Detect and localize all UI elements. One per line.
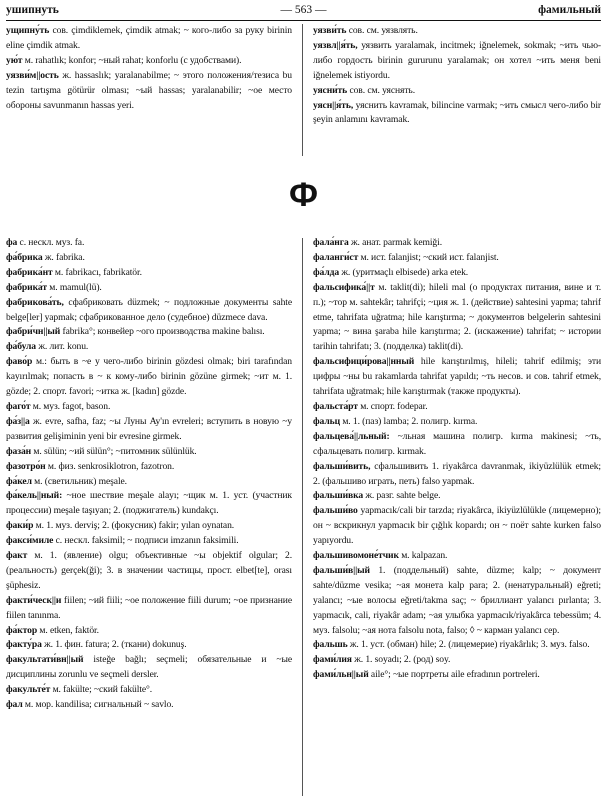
dictionary-entry — [313, 638, 601, 653]
dictionary-entry — [6, 236, 292, 251]
right-column — [313, 236, 601, 798]
headword: фазотро́н — [6, 460, 46, 472]
definition: ~ное шествие meşale alayı; ~щик м. 1. уст. (участник процессии) meşale taşıyan; 2. (поджигатель) kundakçı. — [6, 490, 292, 517]
dictionary-entry — [313, 504, 601, 549]
definition: ж. hassaslık; yaralanabilme; ~ этого положения/тезиса bu tezin tartışma götürür olması; ~ый hassas; yaralanabilir; ~ое место обороны savunmanın hassas yeri. — [6, 69, 292, 111]
headword: уясни́ть — [313, 84, 348, 96]
dictionary-entry — [313, 24, 601, 39]
headword: факти́ческ||и — [6, 594, 62, 606]
dictionary-entry — [6, 54, 292, 69]
definition: м. ист. falanjist; ~ский ист. falanjist. — [358, 251, 499, 263]
definition: м. 1. муз. derviş; 2. (фокусник) fakir; yılan oynatan. — [33, 520, 235, 532]
dictionary-entry — [6, 266, 292, 281]
definition: с. нескл. faksimil; ~ подписи imzanın faksimili. — [53, 535, 239, 547]
definition: сфабриковать düzmek; ~ подложные документы sahte belge[ler] yapmak; сфабрикованное дело (судебное) düzmece dava. — [6, 296, 292, 323]
definition: ж. 1. soyadı; 2. (род) soy. — [351, 654, 451, 666]
definition: ж. 1. фин. fatura; 2. (ткани) dokunuş. — [41, 639, 187, 651]
definition: hile karıştırılmış, hileli; tahrif edilmiş; эти цифры ~ны bu rakamlarda tahrifat yapıldı; ~ть несов. и сов. tahrif etmek, tahrifata uğratmak; hile karıştırmak (также продукты). — [313, 356, 601, 398]
headword: факульте́т — [6, 684, 51, 696]
dictionary-entry — [313, 281, 601, 356]
definition: isteğe bağlı; seçmeli; обязательные и ~ые дисциплины zorunlu ve seçmeli dersler. — [6, 654, 292, 681]
definition: м. kalpazan. — [398, 550, 448, 562]
dictionary-entry — [6, 400, 292, 415]
left-column — [6, 236, 292, 798]
headword: факт — [6, 550, 28, 562]
dictionary-entry — [6, 534, 292, 549]
headword: уязви́ть — [313, 25, 347, 36]
definition: ж. лит. konu. — [36, 341, 89, 353]
page-header — [6, 2, 601, 18]
definition: м. fakülte; ~ский fakülte°. — [50, 684, 153, 696]
dictionary-entry — [6, 475, 292, 490]
definition: ж. разг. sahte belge. — [363, 490, 441, 502]
section-letter: Ф — [288, 176, 319, 214]
dictionary-entry — [313, 489, 601, 504]
dictionary-entry — [6, 251, 292, 266]
definition: сов. см. уяснять. — [347, 84, 416, 96]
dictionary-entry — [313, 355, 601, 400]
dictionary-entry — [6, 340, 292, 355]
definition: 1. (поддельный) sahte, düzme; kalp; ~ документ sahte/düzme vesika; ~ая монета kalp para; 2. (ненатуральный) eğreti; yalancı; ~ые волосы eğreti/takma saç; ~ бриллиант yalancı pırlanta; 3. yapmacık, cali, riyakâr adam; ~ая улыбка yapmacık/riyakârca tebessüm; 4. муз. falsolu; ~ая нота falsolu nota, falso; ◊ ~ карман yalancı cep. — [313, 564, 601, 636]
headword: фальсифици́рова||нный — [313, 356, 415, 368]
headword: фа́лда — [313, 266, 340, 278]
dictionary-entry — [313, 99, 601, 129]
headword: фальц — [313, 415, 341, 427]
headword: факту́ра — [6, 639, 42, 651]
headword: фала́нга — [313, 237, 349, 248]
definition: ж. 1. уст. (обман) hile; 2. (лицемерие) riyakârlık; 3. муз. falso. — [347, 639, 590, 651]
dictionary-entry — [6, 296, 292, 326]
definition: м. спорт. fodepar. — [357, 400, 428, 412]
definition: м. физ. senkrosiklotron, fazotron. — [45, 460, 175, 472]
headword: фальши́вить, — [313, 460, 371, 472]
headword: фа — [6, 237, 18, 248]
definition: сов. çimdiklemek, çimdik atmak; ~ кого-либо за руку birinin eline çimdik atmak. — [6, 25, 292, 51]
definition: сфальшивить 1. riyakârca davranmak, ikiyüzlülük etmek; 2. (фальшиво играть, петь) falso yapmak. — [313, 460, 601, 487]
definition: м. муз. fagot, bason. — [30, 400, 111, 412]
dictionary-entry — [313, 415, 601, 430]
dictionary-entry — [6, 683, 292, 698]
definition: м. taklit(di); hileli mal (о продуктах питания, вине и т. п.); ~тор м. sahtekâr; tahrifçi; ~ция ж. 1. (действие) sahtesini yapma; tahrif etme, tahrifata uğratma; hile karıştırma; ~ документов belgelerin sahtesini yapma; ~ вина şaraba hile karıştırma; 2. (искажение) tahrifat; ~ истории tarihin tahrifatı; 3. (подделка) taklit(di). — [313, 281, 601, 353]
headword: фами́лия — [313, 654, 352, 666]
dictionary-entry — [313, 668, 601, 683]
dictionary-entry — [6, 325, 292, 340]
definition: м. mamul(lü). — [46, 281, 102, 293]
headword: фальши́в||ый — [313, 564, 370, 576]
definition: м.: быть в ~е у чего-либо birinin gözdesi olmak; biri tarafından kayırılmak; попасть в ~ к кому-либо birinin gözüne girmek; ~ит м. 1. gözde; 2. спорт. favori; ~итка ж. [kadın] gözde. — [6, 356, 292, 398]
dictionary-entry — [6, 445, 292, 460]
headword: фабрикова́ть, — [6, 296, 64, 308]
headword: факультати́вн||ый — [6, 654, 84, 666]
headword: фами́льн||ый — [313, 669, 369, 681]
headword: уязвл||я́ть, — [313, 39, 358, 51]
header-right-guide-word: фамильный — [538, 4, 601, 16]
dictionary-entry — [6, 519, 292, 534]
headword: фа́з||а — [6, 415, 30, 427]
definition: ~льная машина полигр. kırma makinesi; ~ть, сфальцевать полигр. kırmak. — [313, 430, 601, 457]
dictionary-entry — [6, 624, 292, 639]
headword: фабрика́т — [6, 281, 47, 293]
top-right-column — [313, 24, 601, 159]
dictionary-entry — [6, 653, 292, 683]
headword: ую́т — [6, 54, 23, 66]
headword: фальцева́||льный: — [313, 430, 390, 442]
dictionary-entry — [6, 415, 292, 445]
definition: м. 1. (паз) lamba; 2. полигр. kırma. — [340, 415, 478, 427]
headword: фальшь — [313, 639, 348, 651]
headword: фаза́н — [6, 445, 32, 457]
definition: ж. (уритмаçlı elbisede) arka etek. — [339, 266, 469, 278]
dictionary-entry — [313, 460, 601, 490]
dictionary-entry — [313, 430, 601, 460]
header-rule — [6, 20, 601, 21]
definition: ж. fabrika. — [42, 251, 85, 263]
definition: yapmacık/cali bir tarzda; riyakârca, ikiyüzlülükle (лицемерно); он ~ вскрикнул yapmacık bir çığlık kopardı; он ~ поёт sahte kurken falso yapıyordu. — [313, 505, 601, 547]
headword: фальсифика́||т — [313, 281, 375, 293]
headword: фа́кел — [6, 475, 32, 487]
dictionary-entry — [6, 698, 292, 713]
dictionary-entry — [313, 549, 601, 564]
headword: факси́миле — [6, 535, 54, 547]
dictionary-entry — [313, 564, 601, 639]
dictionary-entry — [313, 653, 601, 668]
dictionary-entry — [313, 39, 601, 84]
page-number: — 563 — — [280, 4, 327, 16]
headword: фальши́вка — [313, 490, 364, 502]
headword: ущипну́ть — [6, 25, 50, 36]
dictionary-entry — [6, 549, 292, 594]
headword: фал — [6, 699, 23, 711]
definition: м. (светильник) meşale. — [31, 475, 127, 487]
dictionary-entry — [313, 266, 601, 281]
dictionary-entry — [6, 355, 292, 400]
definition: fiilen; ~ий fiili; ~ое положение fiili durum; ~ое признание fiilen tanınma. — [6, 594, 292, 621]
definition: уязвить yaralamak, incitmek; iğnelemek, sokmak; ~ить чью-либо гордость birinin gururunu yaralamak; он хотел ~ить меня beni iğnelemek istiyordu. — [313, 39, 601, 81]
dictionary-entry — [6, 24, 292, 54]
definition: м. etken, faktör. — [37, 624, 99, 636]
headword: фабрика́нт — [6, 266, 53, 278]
headword: фабри́чн||ый — [6, 326, 61, 338]
definition: сов. см. уязвлять. — [346, 25, 418, 36]
header-left-guide-word: ушипнуть — [6, 4, 59, 16]
dictionary-entry — [6, 594, 292, 624]
definition: м. 1. (явление) olgu; объективные ~ы objektif olgular; 2. (реальность) gerçek(ği); 3. в значении частицы, прост. elbet[te], orası şüphesiz. — [6, 550, 292, 591]
definition: ж. анат. parmak kemiği. — [348, 237, 442, 248]
main-column-divider — [302, 238, 303, 796]
headword: фа́кель||ный: — [6, 490, 63, 502]
headword: фаго́т — [6, 400, 31, 412]
headword: фаво́р — [6, 356, 33, 368]
headword: фальшивомоне́тчик — [313, 550, 399, 562]
headword: фальста́рт — [313, 400, 358, 412]
definition: aile°; ~ые портреты aile efradının portreleri. — [368, 669, 540, 681]
dictionary-entry — [6, 638, 292, 653]
definition: м. rahatlık; konfor; ~ный rahat; konforlu (с удобствами). — [22, 54, 242, 66]
definition: уяснить kavramak, bilincine varmak; ~ить смысл чего-либо bir şeyin anlamını kavramak. — [313, 99, 601, 126]
top-column-divider — [302, 24, 303, 156]
dictionary-entry — [6, 460, 292, 475]
dictionary-entry — [6, 489, 292, 519]
dictionary-entry — [313, 400, 601, 415]
dictionary-entry — [313, 236, 601, 251]
dictionary-entry — [6, 69, 292, 114]
headword: фа́ктор — [6, 624, 38, 636]
headword: фа́була — [6, 341, 37, 353]
dictionary-entry — [313, 84, 601, 99]
headword: факи́р — [6, 520, 34, 532]
headword: фа́брика — [6, 251, 43, 263]
definition: fabrika°; конвейер ~ого производства makine balısı. — [60, 326, 265, 338]
headword: уязви́м||ость — [6, 69, 59, 81]
dictionary-entry — [313, 251, 601, 266]
dictionary-entry — [6, 281, 292, 296]
definition: м. sülün; ~ий sülün°; ~питомник sülünlük. — [31, 445, 197, 457]
headword: фаланги́ст — [313, 251, 359, 263]
definition: м. fabrikacı, fabrikatör. — [52, 266, 142, 278]
headword: уясн||я́ть, — [313, 99, 354, 111]
definition: с. нескл. муз. fa. — [17, 237, 85, 248]
top-left-column — [6, 24, 292, 159]
definition: ж. evre, safha, faz; ~ы Луны Ay'ın evreleri; вступить в новую ~у развития gelişiminin yeni bir evresine girmek. — [6, 415, 292, 442]
definition: м. мор. kandilisa; сигнальный ~ savlo. — [22, 699, 174, 711]
headword: фальши́во — [313, 505, 358, 517]
